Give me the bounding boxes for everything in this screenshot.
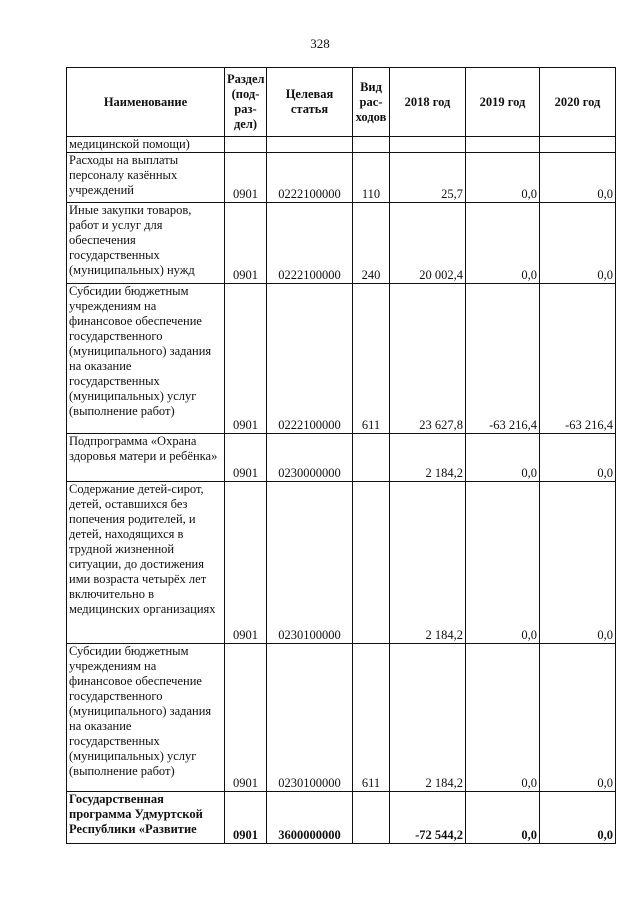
cell-section: 0901	[225, 792, 267, 844]
cell-section: 0901	[225, 644, 267, 792]
cell-type: 611	[353, 644, 390, 792]
cell-name: Содержание детей-сирот, детей, оставшихся без попечения родителей, и детей, находящихся в трудной жизненной ситуации, до достижения ими возраста четырёх лет включительно в медицинских организациях	[67, 482, 225, 644]
cell-name: Субсидии бюджетным учреждениям на финансовое обеспечение государственного (муниципального) задания на оказание государственных (муниципальных) услуг (выполнение работ)	[67, 284, 225, 434]
cell-2019: 0,0	[466, 203, 540, 284]
table-row	[67, 153, 616, 203]
cell-2020: 0,0	[540, 644, 616, 792]
cell-2020: 0,0	[540, 482, 616, 644]
cell-2020: 0,0	[540, 153, 616, 203]
cell-type: 110	[353, 153, 390, 203]
cell-type: 240	[353, 203, 390, 284]
cell-2018: 25,7	[390, 153, 466, 203]
header-2020: 2020 год	[540, 68, 616, 137]
header-2019: 2019 год	[466, 68, 540, 137]
cell-2020	[540, 137, 616, 153]
cell-2019: 0,0	[466, 792, 540, 844]
cell-2018: 2 184,2	[390, 434, 466, 482]
cell-name: Подпрограмма «Охрана здоровья матери и ребёнка»	[67, 434, 225, 482]
cell-2018: 2 184,2	[390, 482, 466, 644]
cell-section: 0901	[225, 434, 267, 482]
table-row	[67, 203, 616, 284]
header-target: Целевая статья	[267, 68, 353, 137]
cell-2019: 0,0	[466, 482, 540, 644]
table-row	[67, 644, 616, 792]
cell-2019	[466, 137, 540, 153]
cell-2019: 0,0	[466, 644, 540, 792]
cell-target: 0222100000	[267, 284, 353, 434]
budget-table	[66, 67, 616, 844]
cell-2020: 0,0	[540, 792, 616, 844]
table-header-row	[67, 68, 616, 137]
cell-2018: -72 544,2	[390, 792, 466, 844]
cell-name: Субсидии бюджетным учреждениям на финансовое обеспечение государственного (муниципального) задания на оказание государственных (муниципальных) услуг (выполнение работ)	[67, 644, 225, 792]
cell-target	[267, 137, 353, 153]
cell-type	[353, 434, 390, 482]
cell-2018	[390, 137, 466, 153]
cell-target: 0222100000	[267, 153, 353, 203]
cell-section: 0901	[225, 284, 267, 434]
cell-2020: 0,0	[540, 203, 616, 284]
table-row	[67, 137, 616, 153]
cell-2020: -63 216,4	[540, 284, 616, 434]
cell-name: Иные закупки товаров, работ и услуг для обеспечения государственных (муниципальных) нужд	[67, 203, 225, 284]
cell-section	[225, 137, 267, 153]
cell-2020: 0,0	[540, 434, 616, 482]
table-row	[67, 284, 616, 434]
cell-section: 0901	[225, 203, 267, 284]
cell-2018: 2 184,2	[390, 644, 466, 792]
cell-type	[353, 137, 390, 153]
header-type: Вид рас- ходов	[353, 68, 390, 137]
header-section: Раздел (под- раз- дел)	[225, 68, 267, 137]
cell-2019: 0,0	[466, 434, 540, 482]
table-row	[67, 792, 616, 844]
page-number: 328	[310, 36, 330, 51]
cell-name: Государственная программа Удмуртской Республики «Развитие	[67, 792, 225, 844]
cell-2019: -63 216,4	[466, 284, 540, 434]
header-name: Наименование	[67, 68, 225, 137]
cell-2018: 20 002,4	[390, 203, 466, 284]
cell-2018: 23 627,8	[390, 284, 466, 434]
header-2018: 2018 год	[390, 68, 466, 137]
cell-section: 0901	[225, 482, 267, 644]
cell-type	[353, 482, 390, 644]
cell-target: 0230100000	[267, 644, 353, 792]
cell-section: 0901	[225, 153, 267, 203]
cell-target: 0230100000	[267, 482, 353, 644]
cell-target: 3600000000	[267, 792, 353, 844]
cell-type: 611	[353, 284, 390, 434]
table-row	[67, 434, 616, 482]
cell-target: 0230000000	[267, 434, 353, 482]
cell-target: 0222100000	[267, 203, 353, 284]
cell-type	[353, 792, 390, 844]
cell-2019: 0,0	[466, 153, 540, 203]
table-row	[67, 482, 616, 644]
cell-name: Расходы на выплаты персоналу казённых учреждений	[67, 153, 225, 203]
cell-name: медицинской помощи)	[67, 137, 225, 153]
